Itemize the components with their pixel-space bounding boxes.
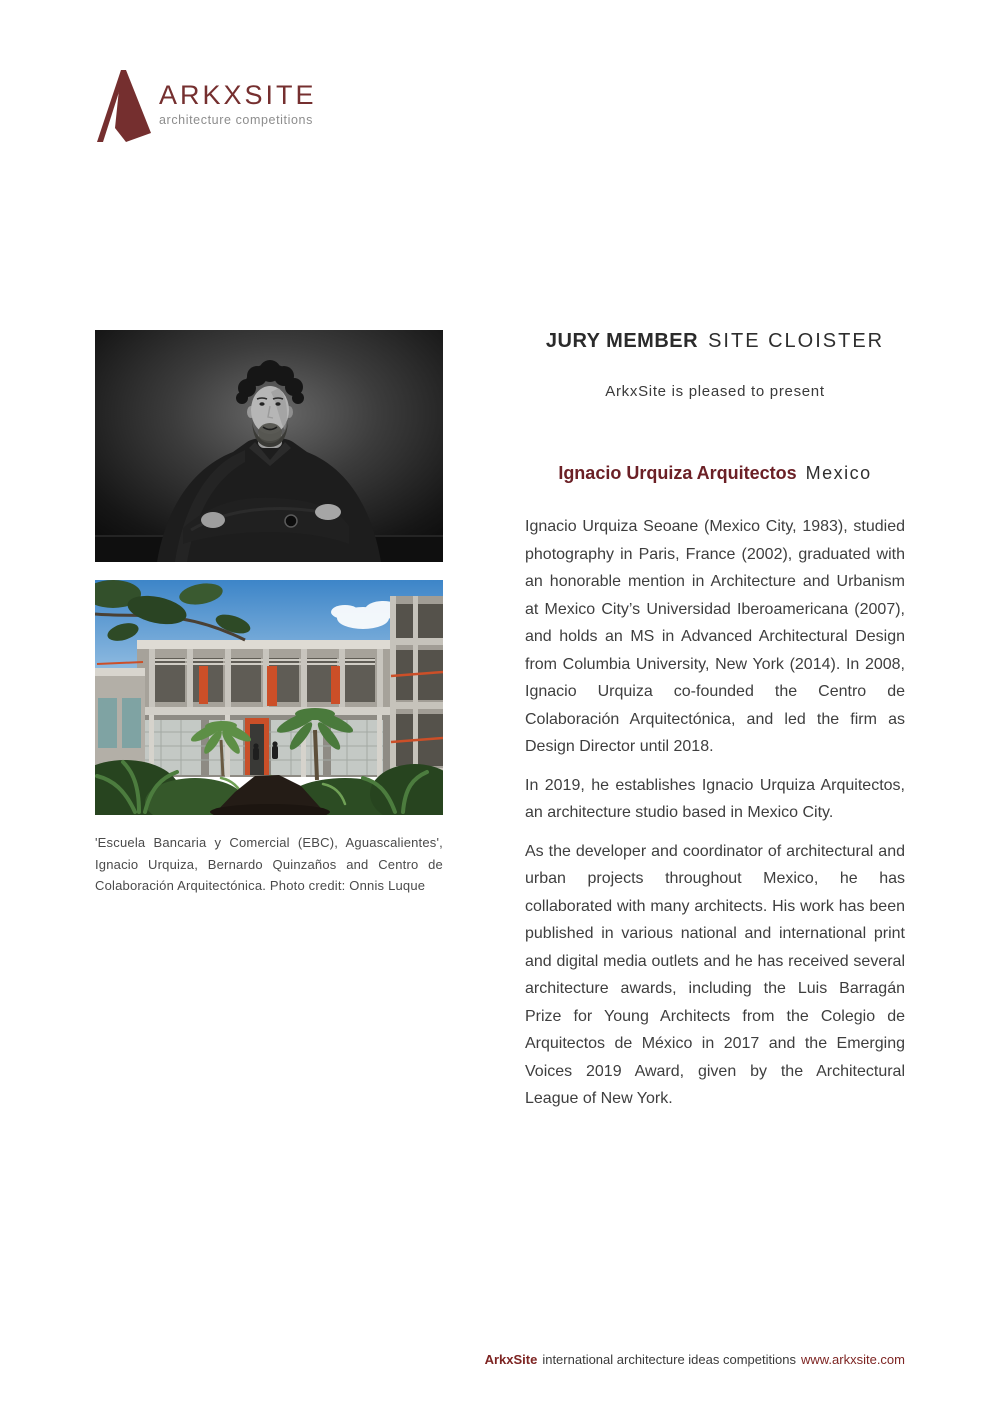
footer-url[interactable]: www.arkxsite.com: [800, 1352, 905, 1367]
portrait-photo: [95, 330, 443, 562]
competition-name: SITE CLOISTER: [708, 330, 885, 352]
project-photo: [95, 580, 443, 815]
bio-paragraph-1: Ignacio Urquiza Seoane (Mexico City, 1983), studied photography in Paris, France (2002), graduated with an honorable mention in Architecture and Urbanism at Mexico City’s Universidad Iberoamericana (2007), and holds an MS in Advanced Architectural Design from Columbia University, New York (2014). In 2008, Ignacio Urquiza co-founded the Centro de Colaboración Arquitectónica, and led the firm as Design Director until 2018.: [525, 518, 905, 755]
page-title: [525, 330, 905, 353]
bio-paragraph-2: In 2019, he establishes Ignacio Urquiza Arquitectos, an architecture studio based in Mexico City.: [525, 776, 905, 821]
jury-member-label: JURY MEMBER: [545, 330, 699, 352]
biography: [525, 513, 905, 1113]
project-photo-image: [95, 580, 443, 815]
arkxsite-logo-text: [159, 70, 317, 127]
logo-tagline: architecture competitions: [159, 113, 313, 127]
portrait-photo-image: [95, 330, 443, 562]
content-column: [525, 330, 905, 1124]
studio-country: Mexico: [805, 463, 872, 483]
logo-brand: ARKXSITE: [159, 80, 317, 110]
jury-member-name-line: [525, 462, 905, 484]
studio-name: Ignacio Urquiza Arquitectos: [558, 463, 797, 483]
arkxsite-logo-mark-icon: [95, 70, 151, 142]
photo-caption: 'Escuela Bancaria y Comercial (EBC), Aguascalientes', Ignacio Urquiza, Bernardo Quinzaños and Centro de Colaboración Arquitectónica. Photo credit: Onnis Luque: [95, 835, 443, 893]
photo-column: [95, 330, 443, 897]
intro-text: ArkxSite is pleased to present: [605, 383, 825, 400]
arkxsite-logo: [95, 70, 317, 142]
bio-paragraph-3: As the developer and coordinator of architectural and urban projects throughout Mexico, he has collaborated with many architects. His work has been published in various national and international print and digital media outlets and he has received several architecture awards, including the Luis Barragán Prize for Young Architects from the Colegio de Arquitectos de México in 2017 and the Emerging Voices 2019 Award, given by the Architectural League of New York.: [525, 842, 905, 1107]
page-footer: [485, 1352, 905, 1367]
footer-tagline: international architecture ideas competitions: [542, 1352, 796, 1367]
footer-brand: ArkxSite: [484, 1352, 538, 1367]
